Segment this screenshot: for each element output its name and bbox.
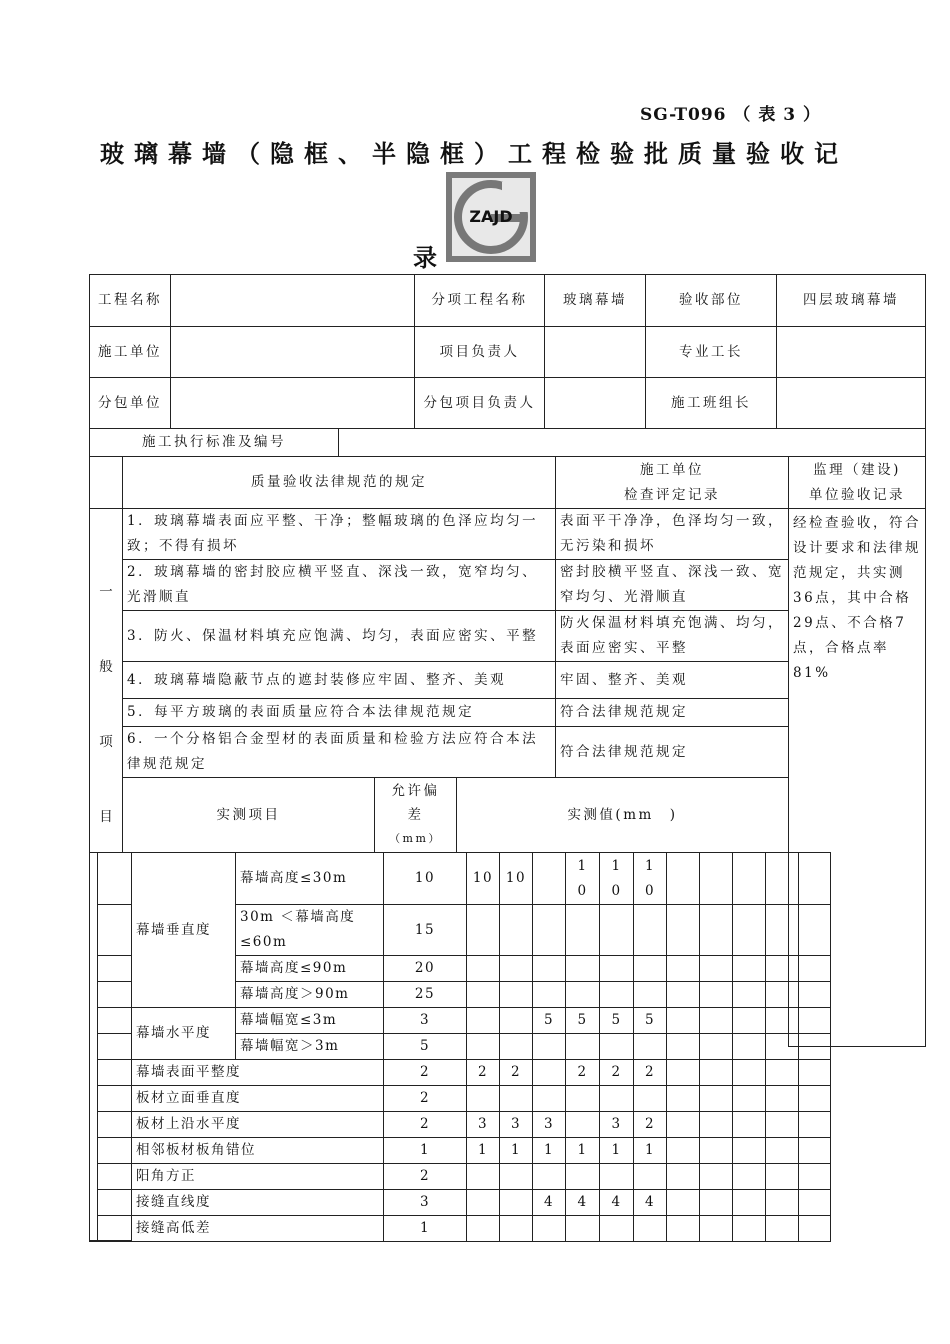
measure-item: 阳角方正 xyxy=(132,1164,384,1190)
measured-value xyxy=(634,982,667,1008)
measured-value xyxy=(500,1190,533,1216)
standard-table xyxy=(89,428,926,457)
measured-value xyxy=(500,982,533,1008)
measured-value xyxy=(467,982,500,1008)
measure-row-blank xyxy=(98,1164,132,1190)
zajd-logo xyxy=(446,172,536,262)
measured-value xyxy=(500,1216,533,1242)
measured-value xyxy=(733,982,766,1008)
measured-value xyxy=(667,1034,700,1060)
side-label-4: 目 xyxy=(99,808,113,825)
measured-value xyxy=(799,1086,831,1112)
measured-value xyxy=(566,905,600,956)
measured-value: 1 xyxy=(566,1138,600,1164)
corner-cell xyxy=(90,457,123,509)
measured-value xyxy=(566,1216,600,1242)
record-item-3: 防火保温材料填充饱满、均匀，表面应密实、平整 xyxy=(556,611,789,662)
measured-value xyxy=(634,1034,667,1060)
measured-value: 5 xyxy=(634,1008,667,1034)
measured-value xyxy=(566,982,600,1008)
project-manager-label: 项目负责人 xyxy=(415,327,545,378)
measured-value: 1 0 xyxy=(634,853,667,905)
measured-value xyxy=(667,1164,700,1190)
measured-value xyxy=(766,1164,799,1190)
measured-value xyxy=(733,1216,766,1242)
project-manager-value[interactable] xyxy=(545,327,646,378)
logo-text: ZAJD xyxy=(469,207,513,226)
measured-value xyxy=(500,1164,533,1190)
measure-item: 板材立面垂直度 xyxy=(132,1086,384,1112)
measure-item: 板材上沿水平度 xyxy=(132,1112,384,1138)
measured-value xyxy=(799,1164,831,1190)
measured-value xyxy=(700,982,733,1008)
measured-value: 5 xyxy=(533,1008,566,1034)
record-item-5: 符合法律规范规定 xyxy=(556,699,789,727)
measured-value xyxy=(667,1086,700,1112)
foreman-label: 专业工长 xyxy=(646,327,777,378)
measured-value xyxy=(533,1164,566,1190)
allowed-deviation: 2 xyxy=(384,1060,467,1086)
measure-row xyxy=(98,1060,831,1086)
form-title-line2: 录 xyxy=(413,244,437,272)
measured-value xyxy=(667,956,700,982)
measured-value xyxy=(467,1164,500,1190)
measured-value: 5 xyxy=(600,1008,634,1034)
measured-value: 10 xyxy=(500,853,533,905)
measured-value xyxy=(467,956,500,982)
measured-value xyxy=(667,1008,700,1034)
measured-value: 1 xyxy=(467,1138,500,1164)
construction-unit-label: 施工单位 xyxy=(90,327,171,378)
allowed-deviation: 1 xyxy=(384,1138,467,1164)
measured-value xyxy=(733,1164,766,1190)
measured-value xyxy=(799,1060,831,1086)
measure-item: 幕墙幅宽≤3m xyxy=(236,1008,384,1034)
measured-value xyxy=(667,1112,700,1138)
measure-row-blank xyxy=(98,1112,132,1138)
measured-value xyxy=(566,1034,600,1060)
side-label-2: 般 xyxy=(99,658,113,675)
measured-value xyxy=(533,853,566,905)
measured-value xyxy=(533,1060,566,1086)
measured-value: 1 xyxy=(600,1138,634,1164)
measured-value xyxy=(500,1086,533,1112)
measured-value xyxy=(566,1164,600,1190)
unit-check-header-line2: 检查评定记录 xyxy=(624,486,721,503)
project-name-label: 工程名称 xyxy=(90,275,171,327)
measure-row-blank xyxy=(98,1060,132,1086)
measured-value xyxy=(467,1034,500,1060)
measured-value: 10 xyxy=(467,853,500,905)
measured-value: 4 xyxy=(533,1190,566,1216)
foreman-value[interactable] xyxy=(777,327,926,378)
measure-row xyxy=(98,1190,831,1216)
measured-value xyxy=(634,1086,667,1112)
measured-value xyxy=(667,905,700,956)
accept-part-label: 验收部位 xyxy=(646,275,777,327)
measured-value xyxy=(733,1086,766,1112)
group-level: 幕墙水平度 xyxy=(132,1008,236,1060)
allowed-deviation: 5 xyxy=(384,1034,467,1060)
allowed-deviation: 3 xyxy=(384,1008,467,1034)
measured-value xyxy=(700,853,733,905)
supervisor-header-line1: 监理（建设) xyxy=(813,461,901,478)
measured-value xyxy=(566,956,600,982)
measured-value xyxy=(533,1086,566,1112)
measured-value xyxy=(766,1086,799,1112)
measured-value xyxy=(766,1190,799,1216)
allowed-deviation: 2 xyxy=(384,1164,467,1190)
measured-value xyxy=(733,1138,766,1164)
measured-value xyxy=(766,1060,799,1086)
measured-value: 2 xyxy=(467,1060,500,1086)
measurement-table xyxy=(97,852,831,1242)
spec-item-6: 6．一个分格铝合金型材的表面质量和检验方法应符合本法律规范规定 xyxy=(123,727,556,778)
allow-dev-label-1: 允许偏 xyxy=(391,783,440,799)
measured-value xyxy=(566,1112,600,1138)
measured-value: 1 xyxy=(634,1138,667,1164)
sub-project-label: 分项工程名称 xyxy=(415,275,545,327)
measured-value xyxy=(467,1086,500,1112)
measured-value xyxy=(533,905,566,956)
record-item-4: 牢固、整齐、美观 xyxy=(556,662,789,699)
measured-value xyxy=(700,1138,733,1164)
measure-row-blank xyxy=(98,1086,132,1112)
measured-value xyxy=(533,982,566,1008)
measure-row xyxy=(98,1138,831,1164)
measured-value xyxy=(600,1216,634,1242)
measured-value xyxy=(799,1216,831,1242)
measured-value xyxy=(600,1034,634,1060)
allowed-deviation: 2 xyxy=(384,1086,467,1112)
measured-value: 2 xyxy=(566,1060,600,1086)
allowed-deviation: 15 xyxy=(384,905,467,956)
measured-value xyxy=(700,1060,733,1086)
measured-value xyxy=(467,1008,500,1034)
logo-icon xyxy=(452,178,530,256)
measure-item: 相邻板材板角错位 xyxy=(132,1138,384,1164)
subcontract-unit-label: 分包单位 xyxy=(90,378,171,429)
measured-value: 4 xyxy=(566,1190,600,1216)
measure-item: 幕墙高度＞90m xyxy=(236,982,384,1008)
measured-value xyxy=(700,1112,733,1138)
measured-value: 1 xyxy=(533,1138,566,1164)
measure-item-label: 实测项目 xyxy=(123,778,375,853)
measure-row xyxy=(98,1164,831,1190)
measured-value xyxy=(600,982,634,1008)
team-leader-label: 施工班组长 xyxy=(646,378,777,429)
measure-row xyxy=(98,1216,831,1242)
measure-row-blank xyxy=(98,1216,132,1242)
measured-value xyxy=(634,956,667,982)
record-item-1: 表面平干净净，色泽均匀一致，无污染和损坏 xyxy=(556,509,789,560)
measured-value: 2 xyxy=(634,1112,667,1138)
measured-value xyxy=(467,1216,500,1242)
subcontract-manager-label: 分包项目负责人 xyxy=(415,378,545,429)
standard-value[interactable] xyxy=(339,429,926,457)
measured-value: 5 xyxy=(566,1008,600,1034)
measure-row-blank xyxy=(98,956,132,982)
measured-value xyxy=(533,956,566,982)
measure-row xyxy=(98,1086,831,1112)
measure-row-blank xyxy=(98,982,132,1008)
measured-value xyxy=(566,1086,600,1112)
measure-row-blank xyxy=(98,905,132,956)
measured-value: 3 xyxy=(600,1112,634,1138)
measured-value: 4 xyxy=(634,1190,667,1216)
supervisor-header-line2: 单位验收记录 xyxy=(809,486,906,503)
measured-value xyxy=(733,1190,766,1216)
measure-row-blank xyxy=(98,1008,132,1034)
measured-value xyxy=(667,1190,700,1216)
supervisor-header xyxy=(789,457,926,509)
form-title: 玻璃幕墙（隐框、半隐框）工程检验批质量验收记 xyxy=(100,140,848,168)
measure-item: 30m ＜幕墙高度≤60m xyxy=(236,905,384,956)
measured-value xyxy=(766,1112,799,1138)
team-leader-value[interactable] xyxy=(777,378,926,429)
left-border xyxy=(89,852,98,1242)
measured-value: 4 xyxy=(600,1190,634,1216)
measure-row-blank xyxy=(98,1190,132,1216)
bottom-stub xyxy=(89,1240,131,1242)
measured-value xyxy=(733,1060,766,1086)
sub-project-value: 玻璃幕墙 xyxy=(545,275,646,327)
spec-item-2: 2．玻璃幕墙的密封胶应横平竖直、深浅一致，宽窄均匀、光滑顺直 xyxy=(123,560,556,611)
measured-value xyxy=(799,1190,831,1216)
measure-row xyxy=(98,853,831,905)
allowed-deviation: 25 xyxy=(384,982,467,1008)
spec-item-1: 1．玻璃幕墙表面应平整、干净；整幅玻璃的色泽应均匀一致；不得有损坏 xyxy=(123,509,556,560)
spec-header: 质量验收法律规范的规定 xyxy=(123,457,556,509)
measured-value xyxy=(600,1086,634,1112)
measured-value xyxy=(733,1008,766,1034)
measured-value: 1 0 xyxy=(600,853,634,905)
allowed-deviation: 2 xyxy=(384,1112,467,1138)
record-item-6: 符合法律规范规定 xyxy=(556,727,789,778)
measured-value xyxy=(700,1190,733,1216)
measured-value xyxy=(733,853,766,905)
measure-item: 幕墙幅宽＞3m xyxy=(236,1034,384,1060)
spec-item-5: 5．每平方玻璃的表面质量应符合本法律规范规定 xyxy=(123,699,556,727)
measured-value xyxy=(667,1216,700,1242)
spec-item-3: 3．防火、保温材料填充应饱满、均匀，表面应密实、平整 xyxy=(123,611,556,662)
measured-value: 2 xyxy=(500,1060,533,1086)
measured-value: 2 xyxy=(600,1060,634,1086)
measured-value xyxy=(500,956,533,982)
measured-value xyxy=(667,1138,700,1164)
measure-item: 幕墙高度≤30m xyxy=(236,853,384,905)
measured-value xyxy=(766,1138,799,1164)
allow-dev-label xyxy=(375,778,457,853)
construction-unit-value[interactable] xyxy=(171,327,415,378)
measured-value xyxy=(634,1164,667,1190)
accept-part-value: 四层玻璃幕墙 xyxy=(777,275,926,327)
unit-check-header-line1: 施工单位 xyxy=(640,461,705,478)
measure-row-blank xyxy=(98,1034,132,1060)
measure-item: 幕墙高度≤90m xyxy=(236,956,384,982)
measured-value xyxy=(799,1112,831,1138)
measure-row xyxy=(98,1008,831,1034)
measured-value xyxy=(533,1216,566,1242)
measured-value xyxy=(600,905,634,956)
measure-row-blank xyxy=(98,853,132,905)
measured-value xyxy=(733,956,766,982)
allowed-deviation: 10 xyxy=(384,853,467,905)
measured-value xyxy=(500,1008,533,1034)
supervisor-continuation xyxy=(788,852,926,1047)
supervisor-text: 经检查验收，符合设计要求和法律规范规定，共实测36点，其中合格29点、不合格7点，合格点率81% xyxy=(789,509,926,853)
subcontract-manager-value[interactable] xyxy=(545,378,646,429)
unit-check-header xyxy=(556,457,789,509)
measure-row xyxy=(98,1112,831,1138)
record-item-2: 密封胶横平竖直、深浅一致、宽窄均匀、光滑顺直 xyxy=(556,560,789,611)
measured-value xyxy=(600,956,634,982)
measured-value xyxy=(733,1112,766,1138)
measured-value xyxy=(733,1034,766,1060)
measure-item: 幕墙表面平整度 xyxy=(132,1060,384,1086)
form-code: SG-T096 （ 表 3 ） xyxy=(640,105,821,125)
measured-value: 2 xyxy=(634,1060,667,1086)
measured-value xyxy=(634,905,667,956)
standard-label: 施工执行标准及编号 xyxy=(90,429,339,457)
side-label xyxy=(90,509,123,853)
measured-value xyxy=(700,1034,733,1060)
side-label-1: 一 xyxy=(99,583,113,600)
measured-value: 1 0 xyxy=(566,853,600,905)
measured-value xyxy=(667,853,700,905)
allowed-deviation: 1 xyxy=(384,1216,467,1242)
measured-value xyxy=(467,905,500,956)
measured-value xyxy=(600,1164,634,1190)
measured-value xyxy=(467,1190,500,1216)
measured-value xyxy=(700,1164,733,1190)
measured-value xyxy=(533,1034,566,1060)
measured-value xyxy=(500,905,533,956)
allowed-deviation: 20 xyxy=(384,956,467,982)
measure-item: 接缝直线度 xyxy=(132,1190,384,1216)
measure-row-blank xyxy=(98,1138,132,1164)
measured-value: 1 xyxy=(500,1138,533,1164)
header-table xyxy=(89,274,926,429)
measured-value xyxy=(700,1008,733,1034)
allowed-deviation: 3 xyxy=(384,1190,467,1216)
side-label-3: 项 xyxy=(99,733,113,750)
measured-value xyxy=(700,1086,733,1112)
measured-label: 实测值(mm ) xyxy=(457,778,789,853)
allow-dev-label-2: 差 xyxy=(407,807,424,823)
measured-value: 3 xyxy=(467,1112,500,1138)
measured-value: 3 xyxy=(533,1112,566,1138)
measured-value xyxy=(700,1216,733,1242)
project-name-value[interactable] xyxy=(171,275,415,327)
measure-item: 接缝高低差 xyxy=(132,1216,384,1242)
spec-item-4: 4．玻璃幕墙隐蔽节点的遮封装修应牢固、整齐、美观 xyxy=(123,662,556,699)
measured-value xyxy=(733,905,766,956)
spec-table xyxy=(89,456,926,853)
measured-value xyxy=(667,1060,700,1086)
measured-value xyxy=(500,1034,533,1060)
measured-value xyxy=(799,1138,831,1164)
measured-value xyxy=(667,982,700,1008)
measured-value xyxy=(766,1216,799,1242)
measured-value: 3 xyxy=(500,1112,533,1138)
measured-value xyxy=(700,956,733,982)
measured-value xyxy=(634,1216,667,1242)
measured-value xyxy=(700,905,733,956)
allow-dev-label-3: （mm） xyxy=(389,832,442,845)
group-vertical: 幕墙垂直度 xyxy=(132,853,236,1008)
subcontract-unit-value[interactable] xyxy=(171,378,415,429)
